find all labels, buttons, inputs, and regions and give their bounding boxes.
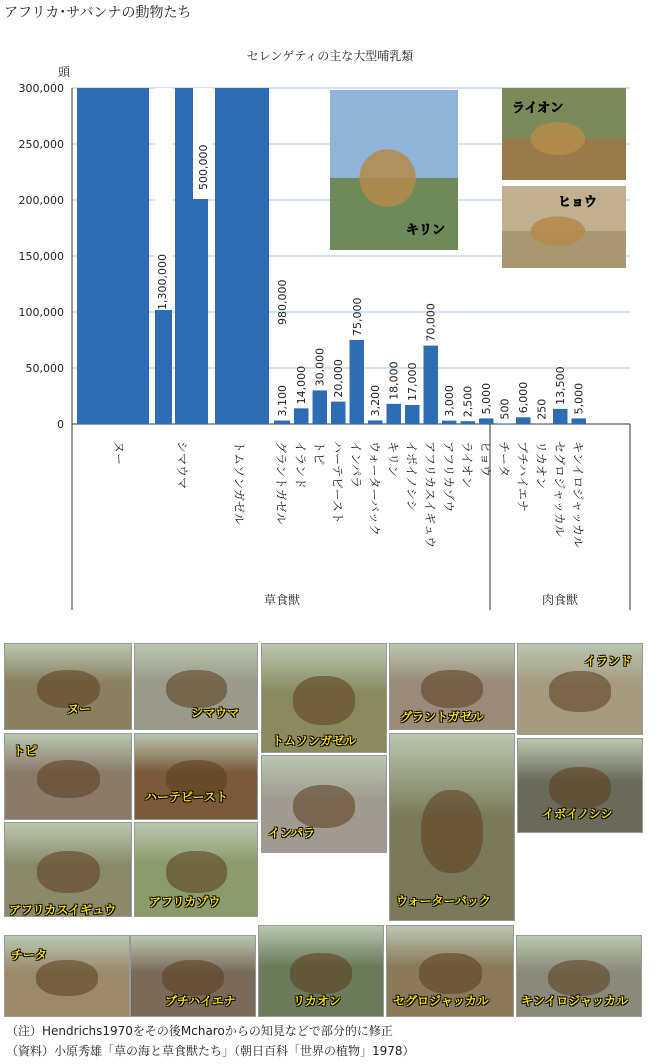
animal-silhouette xyxy=(36,960,98,996)
value-label-トピ: 30,000 xyxy=(313,347,327,387)
photo-インパラ xyxy=(261,755,387,853)
photo-イランド xyxy=(517,643,643,735)
category-label-キリン: キリン xyxy=(385,441,400,478)
photo-アフリカスイギュウ xyxy=(4,822,132,917)
category-label-トピ: トピ xyxy=(311,441,326,466)
category-label-チータ: チータ xyxy=(496,441,511,478)
category-label-ヒョウ: ヒョウ xyxy=(478,441,493,478)
bar-ヌー-lower xyxy=(155,310,172,424)
category-label-トムソンガゼル: トムソンガゼル xyxy=(232,441,246,526)
category-label-ヌー: ヌー xyxy=(112,441,126,466)
y-tick-label: 50,000 xyxy=(25,362,64,375)
category-label-イランド: イランド xyxy=(293,441,308,490)
photo-リカオン xyxy=(258,925,384,1017)
photo-label: リカオン xyxy=(293,994,341,1008)
photo-label: トピ xyxy=(13,744,38,758)
animal-silhouette xyxy=(162,960,224,996)
bar-トピ xyxy=(313,390,328,424)
value-label-ブチハイエナ: 6,000 xyxy=(517,381,531,414)
category-label-アフリカゾウ: アフリカゾウ xyxy=(441,441,456,513)
animal-silhouette xyxy=(548,960,610,996)
photo-label-ライオン: ライオン xyxy=(512,101,564,116)
group-label-carnivores: 肉食獣 xyxy=(541,593,579,607)
photo-label: トムソンガゼル xyxy=(272,734,357,748)
y-tick-label: 250,000 xyxy=(18,138,64,151)
category-label-アフリカスイギュウ: アフリカスイギュウ xyxy=(422,441,437,549)
animal-silhouette xyxy=(549,767,611,809)
bar-セグロジャッカル xyxy=(553,409,568,424)
photo-label: ウォーターバック xyxy=(396,894,491,908)
photo-label: シマウマ xyxy=(191,706,240,720)
photo-トムソンガゼル xyxy=(261,643,387,753)
chart-title: セレンゲティの主な大型哺乳類 xyxy=(246,49,414,63)
value-label-ヌー: 1,300,000 xyxy=(156,254,169,310)
category-label-シマウマ: シマウマ xyxy=(175,441,189,490)
photo-label: グラントガゼル xyxy=(400,710,484,724)
y-tick-label: 200,000 xyxy=(18,194,64,207)
y-axis-label: 頭 xyxy=(58,65,71,79)
value-label-キリン: 18,000 xyxy=(387,361,401,400)
photo-label-キリン: キリン xyxy=(406,223,446,238)
photo-label: チータ xyxy=(11,948,48,962)
value-label-グラントガゼル: 3,100 xyxy=(276,385,289,417)
photo-label: ハーテビースト xyxy=(145,790,228,804)
category-label-キンイロジャッカル: キンイロジャッカル xyxy=(570,441,585,549)
photo-label: イランド xyxy=(584,654,633,668)
bar-ブチハイエナ xyxy=(516,417,531,424)
category-label-インパラ: インパラ xyxy=(348,441,363,489)
photo-ヌー xyxy=(4,643,132,730)
category-label-ハーテビースト: ハーテビースト xyxy=(330,441,345,524)
bar-ウォーターバック xyxy=(368,420,383,424)
photo-ブチハイエナ xyxy=(130,935,256,1017)
bar-ライオン xyxy=(461,421,476,424)
category-label-グラントガゼル: グラントガゼル xyxy=(274,441,288,525)
animal-silhouette xyxy=(419,953,482,994)
animal-silhouette xyxy=(166,851,227,893)
value-label-キンイロジャッカル: 5,000 xyxy=(572,382,586,415)
value-label-ライオン: 2,500 xyxy=(461,385,475,418)
y-tick-label: 300,000 xyxy=(18,82,64,95)
note-source-revision: （注）Hendrichs1970をその後Mcharoからの知見などで部分的に修正 xyxy=(6,1024,393,1038)
value-label-イボイノシシ: 17,000 xyxy=(406,362,420,401)
animal-silhouette xyxy=(37,851,100,893)
value-label-シマウマ: 500,000 xyxy=(197,144,210,190)
animal-silhouette xyxy=(421,670,483,708)
value-label-アフリカゾウ: 3,000 xyxy=(443,385,457,417)
note-data-source: （資料）小原秀雄「草の海と草食獣たち」（朝日百科「世界の植物」1978） xyxy=(6,1044,415,1058)
value-label-アフリカスイギュウ: 70,000 xyxy=(424,303,438,342)
animal-silhouette xyxy=(421,790,483,874)
animal-silhouette xyxy=(293,785,355,828)
bar-キリン xyxy=(387,404,402,424)
photo-トピ xyxy=(4,733,132,820)
value-label-イランド: 14,000 xyxy=(295,365,309,405)
category-label-セグロジャッカル: セグロジャッカル xyxy=(552,441,567,537)
page-title: アフリカ･サバンナの動物たち xyxy=(4,5,192,21)
photo-シマウマ xyxy=(134,643,258,730)
photo-ウォーターバック xyxy=(389,733,515,921)
value-label-インパラ: 75,000 xyxy=(350,297,364,336)
bar-ハーテビースト xyxy=(331,402,346,424)
photo-キンイロジャッカル xyxy=(516,935,642,1017)
photo-label: キンイロジャッカル xyxy=(521,994,629,1008)
photo-label: アフリカゾウ xyxy=(149,895,221,909)
y-tick-label: 0 xyxy=(57,418,64,431)
animal-silhouette xyxy=(37,760,100,798)
value-label-セグロジャッカル: 13,500 xyxy=(554,366,568,405)
animal-silhouette xyxy=(293,676,355,725)
bar-ヌー xyxy=(77,88,149,424)
animal-silhouette xyxy=(549,671,611,712)
bar-イボイノシシ xyxy=(405,405,420,424)
bar-グラントガゼル xyxy=(274,421,290,424)
value-label-リカオン: 250 xyxy=(535,398,549,420)
photo-label: アフリカスイギュウ xyxy=(9,903,117,917)
y-tick-label: 100,000 xyxy=(18,306,64,319)
photo-ハーテビースト xyxy=(134,733,258,820)
group-label-herbivores: 草食獣 xyxy=(263,593,301,607)
category-label-ウォーターバック: ウォーターバック xyxy=(367,441,382,536)
photo-グラントガゼル xyxy=(389,643,515,730)
value-label-ハーテビースト: 20,000 xyxy=(332,359,346,398)
y-tick-label: 150,000 xyxy=(18,250,64,263)
bar-キンイロジャッカル xyxy=(572,418,587,424)
photo-label: ヌー xyxy=(67,702,92,716)
value-label-ウォーターバック: 3,200 xyxy=(369,384,383,417)
photo-アフリカゾウ xyxy=(134,822,258,917)
category-label-ライオン: ライオン xyxy=(459,441,474,489)
bar-イランド xyxy=(294,408,309,424)
photo-チータ xyxy=(4,935,130,1017)
bar-チータ xyxy=(498,423,513,424)
photo-label-ヒョウ: ヒョウ xyxy=(558,195,598,210)
photo-label: イボイノシシ xyxy=(542,807,613,821)
bar-アフリカスイギュウ xyxy=(424,346,439,424)
value-label-ヒョウ: 5,000 xyxy=(480,382,494,415)
photo-イボイノシシ xyxy=(517,738,643,833)
animal-silhouette xyxy=(166,670,227,708)
bar-アフリカゾウ xyxy=(442,421,457,424)
photo-label: ブチハイエナ xyxy=(165,994,236,1008)
bar-トムソンガゼル xyxy=(215,88,269,424)
value-label-チータ: 500 xyxy=(498,398,512,420)
photo-label: セグロジャッカル xyxy=(393,994,489,1008)
animal-silhouette xyxy=(290,953,352,994)
bar-インパラ xyxy=(350,340,365,424)
photo-セグロジャッカル xyxy=(386,925,514,1017)
photo-label: インパラ xyxy=(268,826,316,840)
category-label-イボイノシシ: イボイノシシ xyxy=(404,441,419,512)
category-label-ブチハイエナ: ブチハイエナ xyxy=(515,441,530,512)
value-label-トムソンガゼル: 980,000 xyxy=(276,279,289,325)
bar-ヒョウ xyxy=(479,418,494,424)
category-label-リカオン: リカオン xyxy=(533,441,548,489)
